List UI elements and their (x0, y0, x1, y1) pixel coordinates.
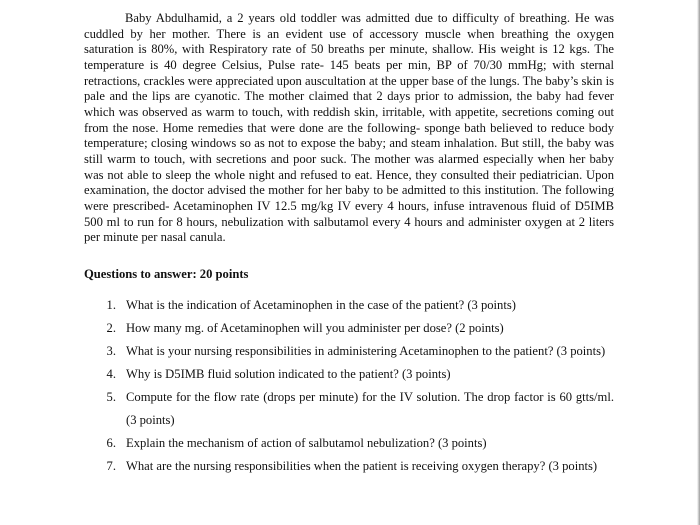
question-text: What are the nursing responsibilities when the patient is receiving oxygen therapy? (3 points) (126, 459, 598, 473)
question-item-3 (84, 340, 614, 363)
question-text: What is your nursing responsibilities in administering Acetaminophen to the patient? (3 points) (126, 344, 606, 358)
question-text: Explain the mechanism of action of salbutamol nebulization? (3 points) (126, 436, 487, 450)
question-text: Why is D5IMB fluid solution indicated to the patient? (3 points) (126, 367, 451, 381)
question-item-2 (84, 317, 614, 340)
question-item-5 (84, 386, 614, 432)
question-number: 7. (106, 459, 116, 473)
question-number: 1. (106, 298, 116, 312)
case-paragraph: Baby Abdulhamid, a 2 years old toddler was admitted due to difficulty of breathing. He was cuddled by her mother. There is an evident use of accessory muscle when breathing the oxygen saturation is 80%, with Respiratory rate of 50 breaths per minute, shallow. His weight is 12 kgs. The temperature is 40 degree Celsius, Pulse rate- 145 beats per min, BP of 70/30 mmHg; with sternal retractions, crackles were appreciated upon auscultation at the upper base of the lungs. The baby’s skin is pale and the lips are cyanotic. The mother claimed that 2 days prior to admission, the baby had fever which was observed as warm to touch, with reddish skin, irritable, with appetite, secretions coming out from the nose. Home remedies that were done are the following- sponge bath believed to reduce body temperature; closing windows so as not to expose the baby; and steam inhalation. But still, the baby was still warm to touch, with secretions and poor suck. The mother was alarmed especially when her baby was not able to sleep the whole night and refused to eat. Hence, they consulted their pediatrician. Upon examination, the doctor advised the mother for her baby to be admitted to this institution. The following were prescribed- Acetaminophen IV 12.5 mg/kg IV every 4 hours, infuse intravenous fluid of D5IMB 500 ml to run for 8 hours, nebulization with salbutamol every 4 hours and administer oxygen at 2 liters per minute per nasal canula. (84, 11, 614, 245)
question-text: Compute for the flow rate (drops per minute) for the IV solution. The drop factor is 60 gtts/ml. (3 points) (126, 390, 614, 427)
question-number: 3. (106, 344, 116, 358)
question-list (84, 294, 614, 478)
question-number: 2. (106, 321, 116, 335)
question-number: 5. (106, 390, 116, 404)
question-item-6 (84, 432, 614, 455)
question-text: How many mg. of Acetaminophen will you administer per dose? (2 points) (126, 321, 504, 335)
questions-heading: Questions to answer: 20 points (84, 267, 249, 281)
question-text: What is the indication of Acetaminophen in the case of the patient? (3 points) (126, 298, 516, 312)
question-item-7 (84, 455, 614, 478)
question-number: 4. (106, 367, 116, 381)
question-item-4 (84, 363, 614, 386)
question-item-1 (84, 294, 614, 317)
question-number: 6. (106, 436, 116, 450)
